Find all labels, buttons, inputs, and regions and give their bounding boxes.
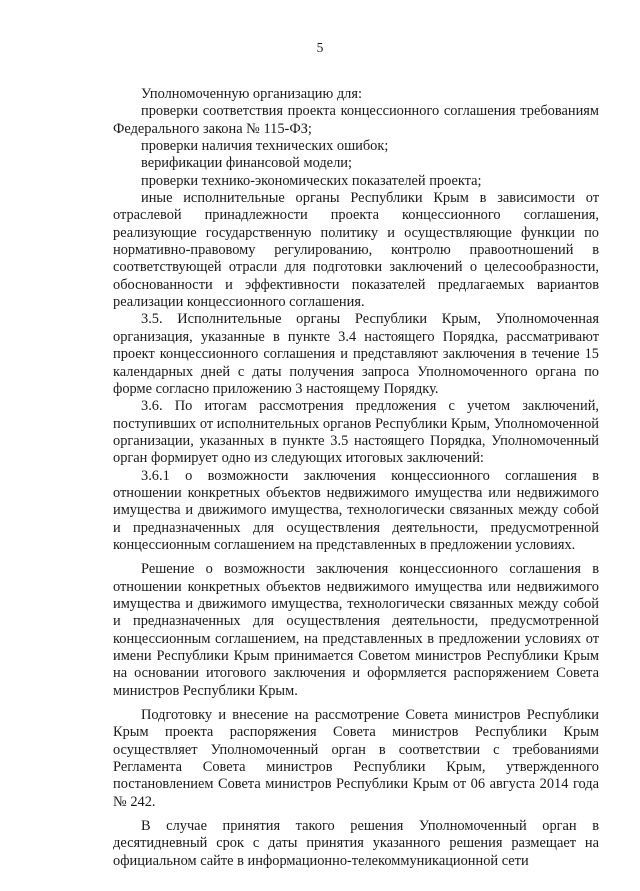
paragraph-decision: Решение о возможности заключения концессионного соглашения в отношении конкретных объектов недвижимого имущества или недвижимого имущества и движимого имущества, технологически связанных между собой и предназначенных для осуществления деятельности, предусмотренной концессионным соглашением, на представленных в предложении условиях от имени Республики Крым принимается Советом министров Республики Крым на основании итогового заключения и оформляется распоряжением Совета министров Республики Крым. <box>113 561 599 699</box>
paragraph-3-6: 3.6. По итогам рассмотрения предложения с учетом заключений, поступивших от исполнительных органов Республики Крым, Уполномоченной организации, указанных в пункте 3.5 настоящего Порядка, Уполномоченный орган формирует одно из следующих итоговых заключений: <box>113 398 599 467</box>
document-body <box>113 86 599 870</box>
list-item-indicators: проверки технико-экономических показателей проекта; <box>141 172 482 189</box>
paragraph-intro: Уполномоченную организацию для: <box>141 86 362 102</box>
paragraph-publication: В случае принятия такого решения Уполномоченный орган в десятидневный срок с даты принятия указанного решения размещает на официальном сайте в информационно-телекоммуникационной сети <box>113 818 599 869</box>
list-item-financial-model: верификации финансовой модели; <box>141 155 352 172</box>
paragraph-3-6-1: 3.6.1 о возможности заключения концессионного соглашения в отношении конкретных объектов недвижимого имущества или недвижимого имущества и движимого имущества, технологически связанных между собой и предназначенных для осуществления деятельности, предусмотренной концессионным соглашением на представленных в предложении условиях. <box>113 467 599 553</box>
list-item-technical-errors: проверки наличия технических ошибок; <box>141 138 389 155</box>
paragraph-3-5: 3.5. Исполнительные органы Республики Крым, Уполномоченная организация, указанные в пункте 3.4 настоящего Порядка, рассматривают проект концессионного соглашения и представляют заключения в течение 15 календарных дней с даты получения запроса Уполномоченного органа по форме согласно приложению 3 настоящему Порядку. <box>113 311 599 397</box>
page-number: 5 <box>316 40 324 55</box>
list-item-compliance-check: проверки соответствия проекта концессионного соглашения требованиям Федерального закона № 115-ФЗ; <box>113 103 599 137</box>
paragraph-preparation: Подготовку и внесение на рассмотрение Совета министров Республики Крым проекта распоряжения Совета министров Республики Крым осуществляет Уполномоченный орган в соответствии с требованиями Регламента Совета министров Республики Крым, утвержденного постановлением Совета министров Республики Крым от 06 августа 2014 года № 242. <box>113 707 599 810</box>
list-item-other-bodies: иные исполнительные органы Республики Крым в зависимости от отраслевой принадлежности проекта концессионного соглашения, реализующие государственную политику и осуществляющие функции по нормативно-правовому регулированию, контролю правоотношений в соответствующей отрасли для подготовки заключений о целесообразности, обоснованности и эффективности показателей предлагаемых вариантов реализации концессионного соглашения. <box>113 190 599 311</box>
